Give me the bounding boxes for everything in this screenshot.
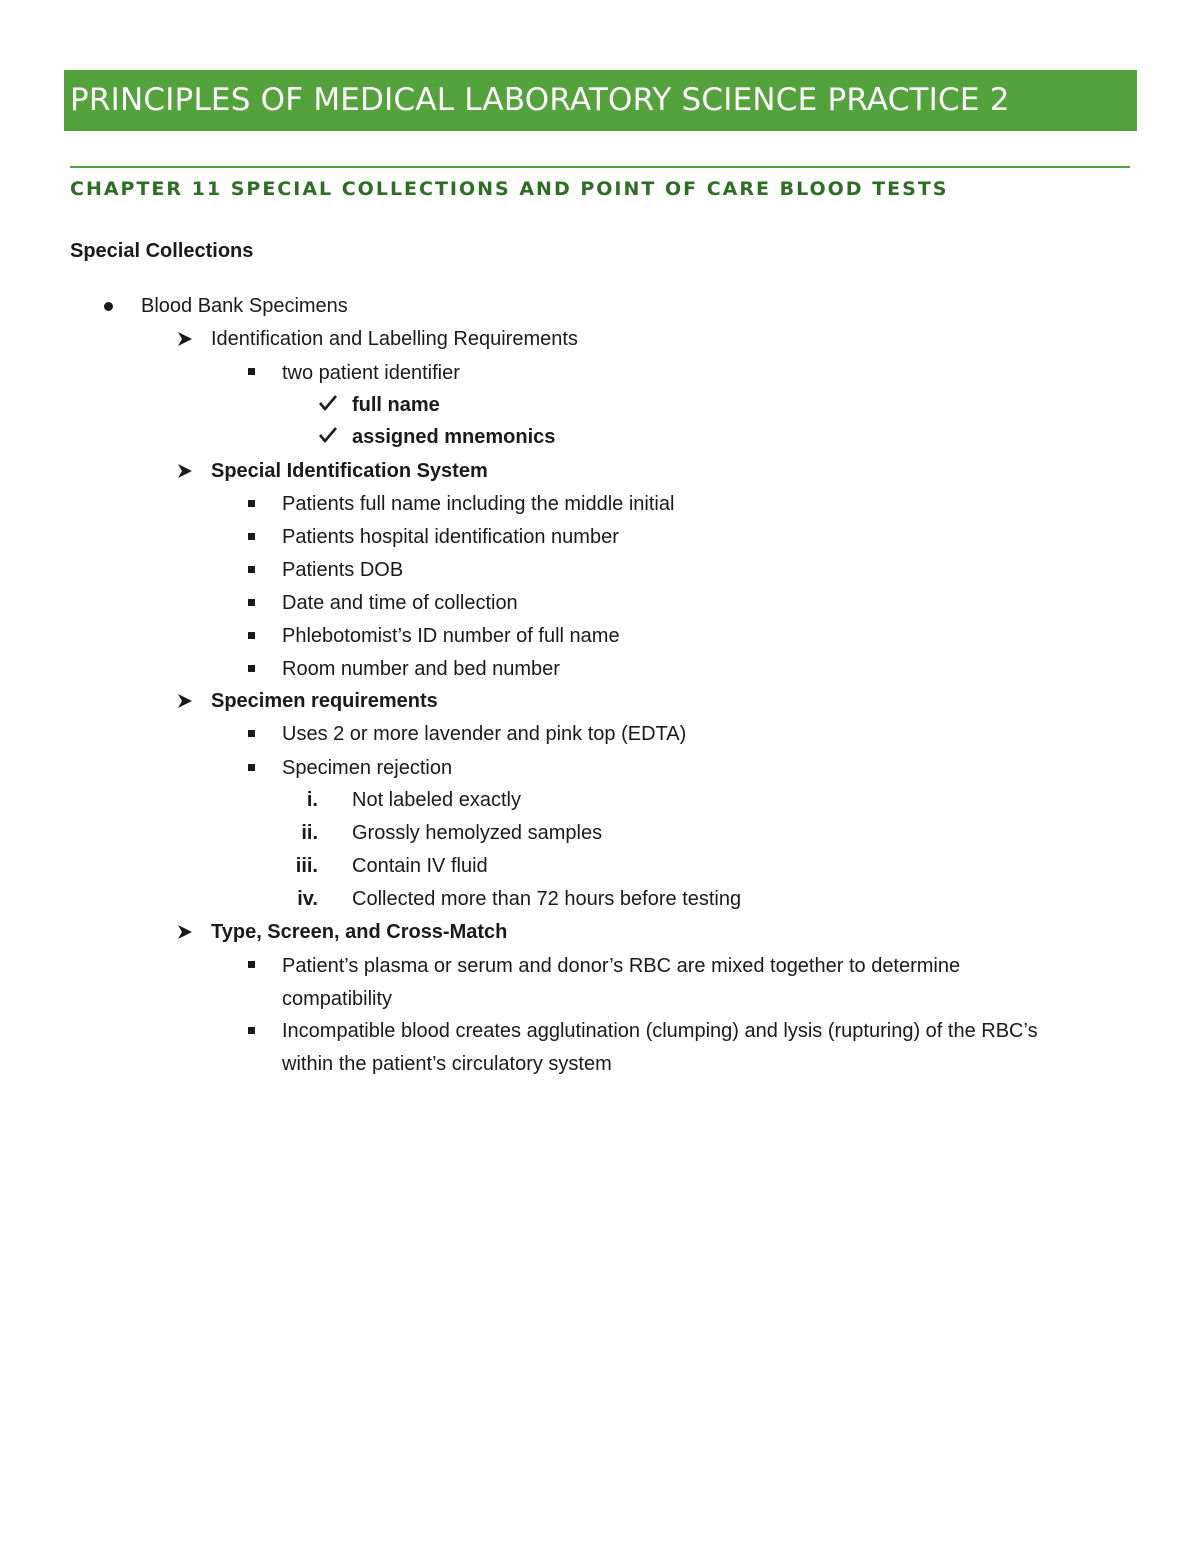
list-item-l3: Phlebotomist’s ID number of full name — [282, 625, 620, 647]
roman-numeral: iii. — [295, 855, 318, 877]
list-item-l3: Specimen rejection — [282, 757, 453, 779]
list-item-l3: Incompatible blood creates agglutination (clumping) and lysis (rupturing) of the RBC’s — [282, 1020, 1038, 1042]
list-item-l4: Grossly hemolyzed samples — [352, 822, 603, 844]
list-item-l3: Patients full name including the middle initial — [282, 493, 675, 515]
list-item-l3: Date and time of collection — [282, 592, 518, 614]
title-bar — [64, 70, 1137, 131]
list-item-l3: Patients hospital identification number — [282, 526, 619, 548]
list-item-check: full name — [352, 394, 440, 416]
square-bullet-icon — [248, 1027, 255, 1034]
chapter-divider — [70, 166, 1130, 168]
check-icon — [318, 394, 338, 412]
square-bullet-icon — [248, 500, 255, 507]
square-bullet-icon — [248, 665, 255, 672]
roman-numeral: iv. — [297, 888, 318, 910]
list-item-l3-continuation: within the patient’s circulatory system — [282, 1053, 612, 1075]
square-bullet-icon — [248, 533, 255, 540]
list-item-l3: Patient’s plasma or serum and donor’s RBC are mixed together to determine — [282, 955, 961, 977]
square-bullet-icon — [248, 368, 255, 375]
square-bullet-icon — [248, 599, 255, 606]
list-item-l3-continuation: compatibility — [282, 988, 393, 1010]
square-bullet-icon — [248, 961, 255, 968]
list-item-l4: Not labeled exactly — [352, 789, 521, 811]
document-title: PRINCIPLES OF MEDICAL LABORATORY SCIENCE PRACTICE 2 — [70, 82, 1010, 118]
list-item-l3: two patient identifier — [282, 362, 460, 384]
roman-numeral: ii. — [301, 822, 318, 844]
list-item-l2: Identification and Labelling Requirements — [211, 328, 578, 350]
list-item-l2: Specimen requirements — [211, 690, 438, 712]
list-item-l3: Room number and bed number — [282, 658, 560, 680]
square-bullet-icon — [248, 764, 255, 771]
arrow-bullet-icon — [176, 462, 194, 480]
square-bullet-icon — [248, 566, 255, 573]
square-bullet-icon — [248, 730, 255, 737]
chapter-heading: CHAPTER 11 SPECIAL COLLECTIONS AND POINT OF CARE BLOOD TESTS — [70, 178, 949, 200]
list-item-l2: Type, Screen, and Cross-Match — [211, 921, 508, 943]
check-icon — [318, 426, 338, 444]
list-item-l4: Collected more than 72 hours before testing — [352, 888, 742, 910]
list-item-l2: Special Identification System — [211, 460, 488, 482]
square-bullet-icon — [248, 632, 255, 639]
arrow-bullet-icon — [176, 923, 194, 941]
list-item-l1: Blood Bank Specimens — [141, 295, 348, 317]
roman-numeral: i. — [306, 789, 318, 811]
arrow-bullet-icon — [176, 330, 194, 348]
list-item-l3: Patients DOB — [282, 559, 404, 581]
list-item-l4: Contain IV fluid — [352, 855, 488, 877]
list-item-check: assigned mnemonics — [352, 426, 556, 448]
section-heading: Special Collections — [70, 240, 254, 262]
arrow-bullet-icon — [176, 692, 194, 710]
list-item-l3: Uses 2 or more lavender and pink top (EDTA) — [282, 723, 687, 745]
bullet-dot-icon — [104, 302, 113, 311]
